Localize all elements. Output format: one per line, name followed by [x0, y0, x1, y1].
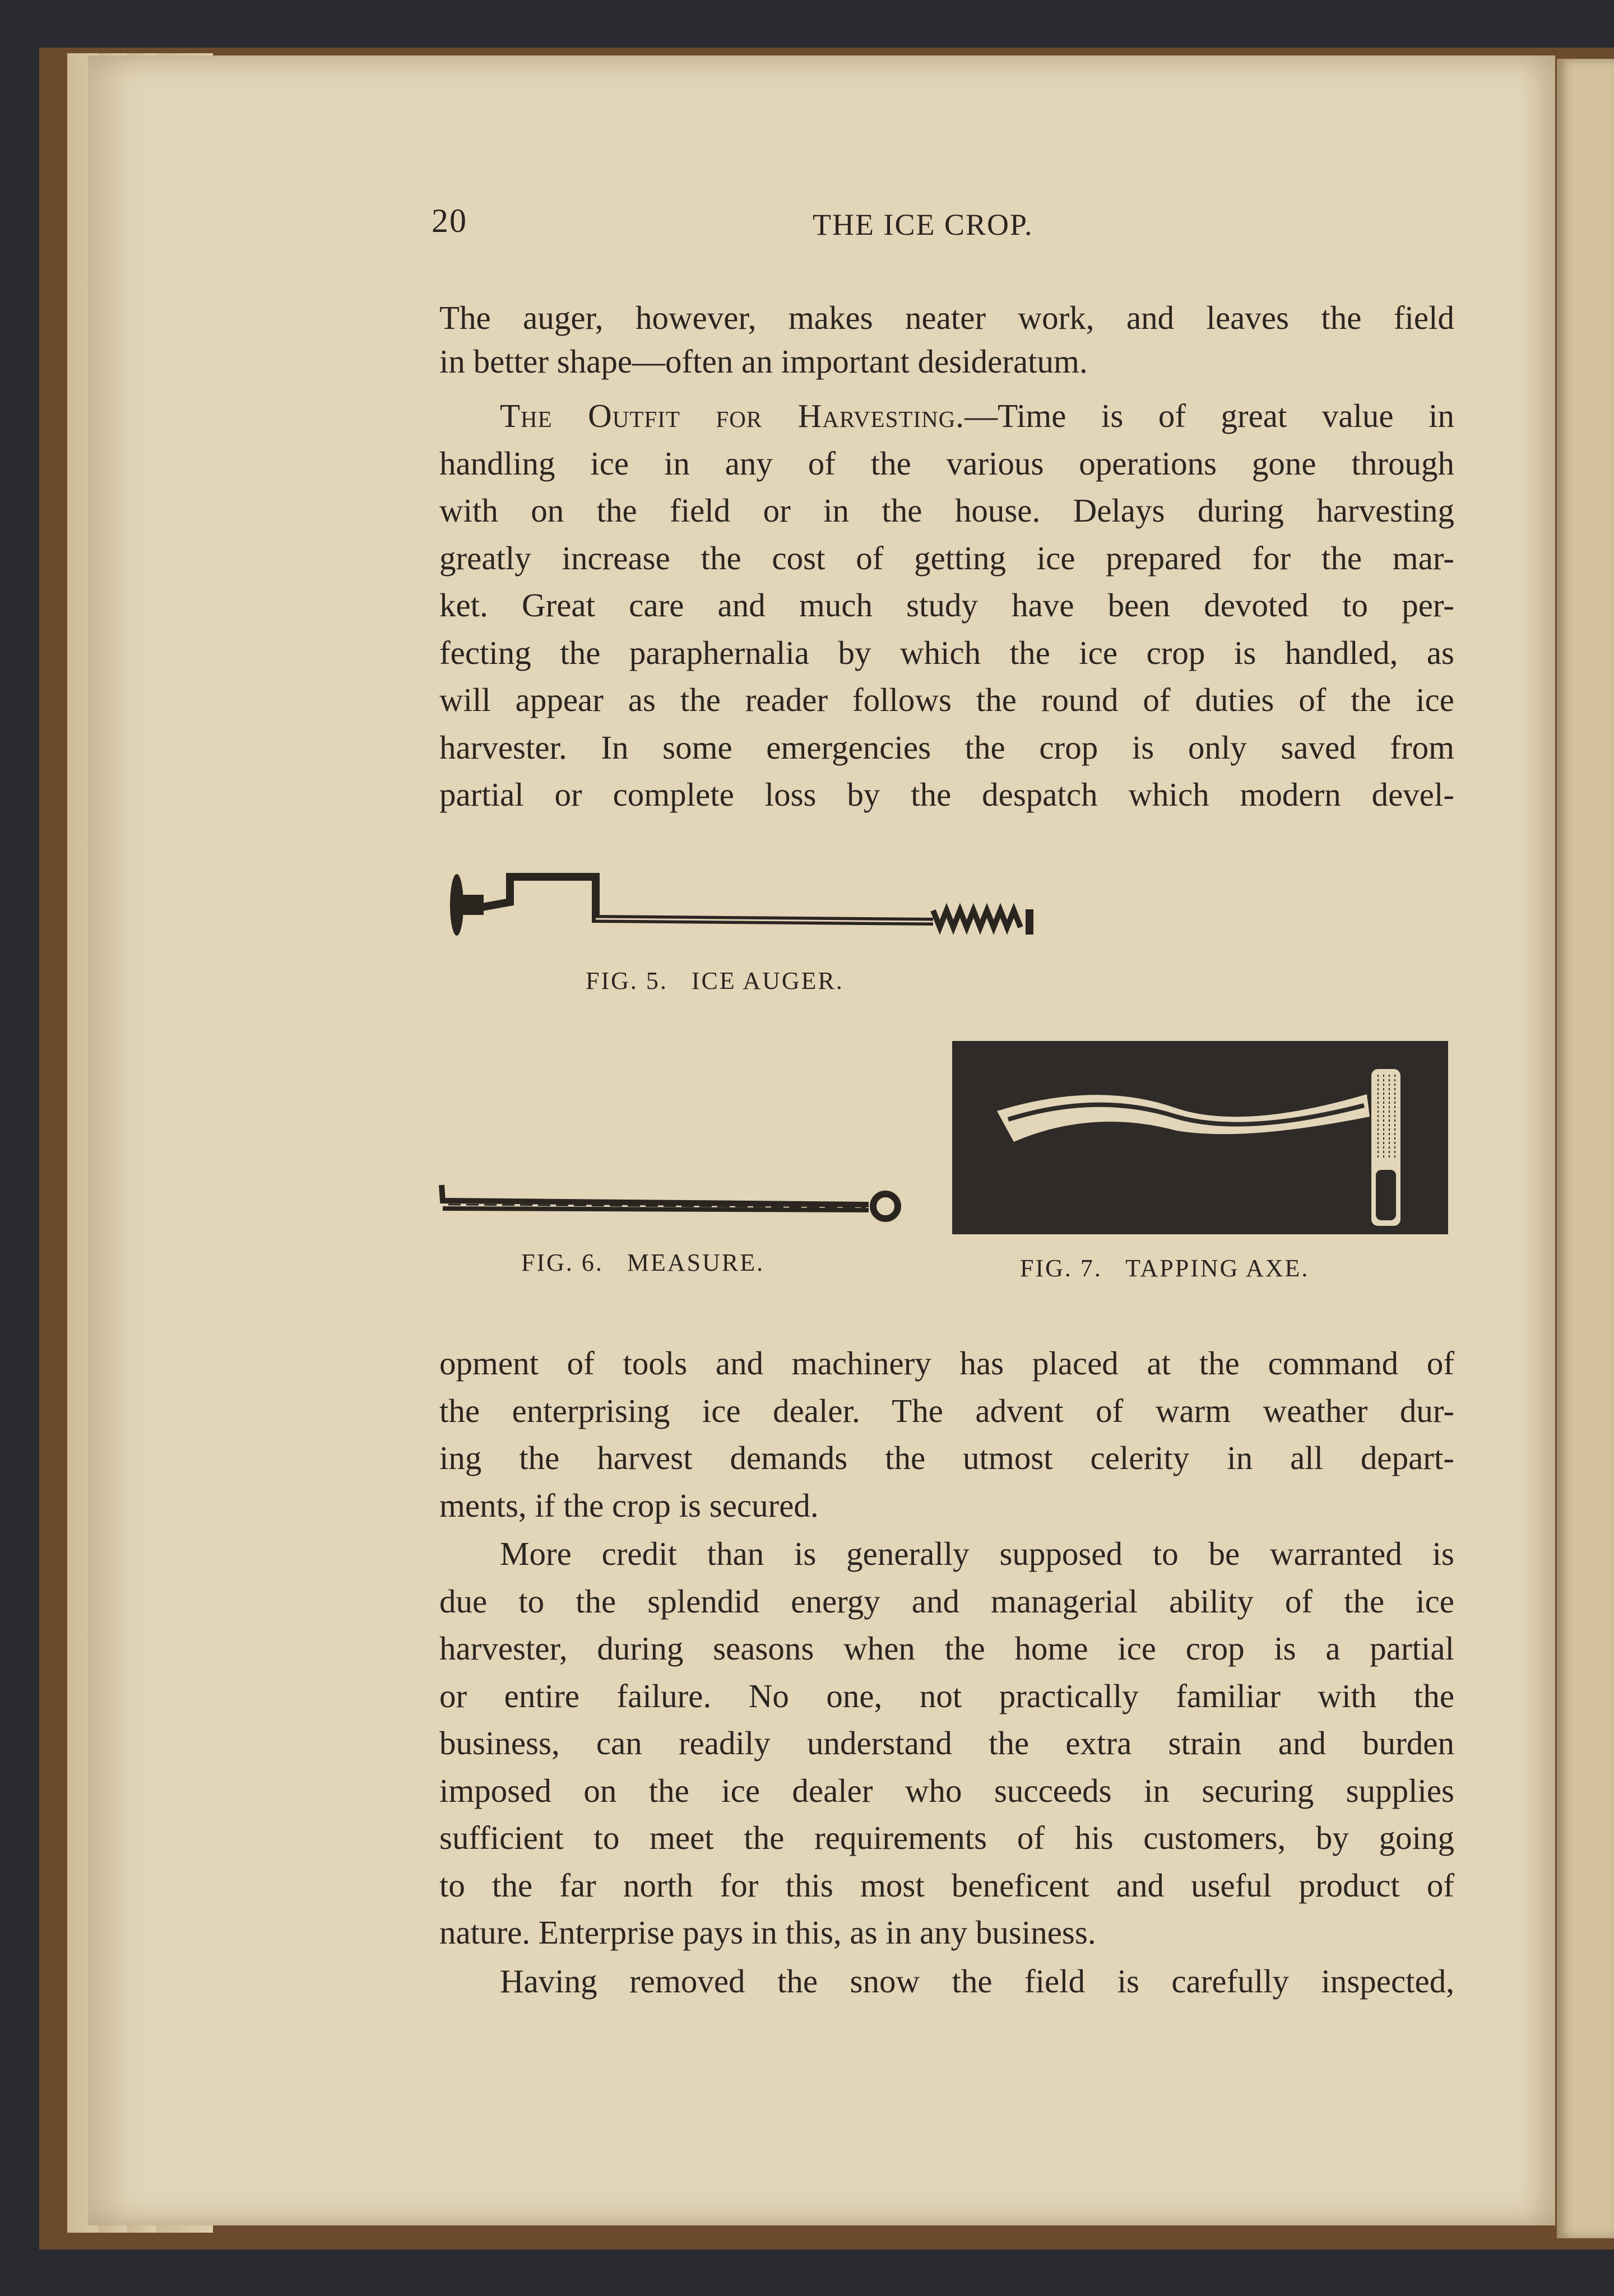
- text-line: sufficient to meet the requirements of his customers, by going: [439, 1819, 1454, 1856]
- page-number: 20: [432, 202, 467, 239]
- text-line: to the far north for this most beneficent and useful product of: [439, 1866, 1454, 1904]
- text-line: ket. Great care and much study have been devoted to per-: [439, 587, 1454, 624]
- text-line: partial or complete loss by the despatch which modern devel-: [439, 776, 1454, 813]
- text-line: fecting the paraphernalia by which the ice crop is handled, as: [439, 634, 1454, 671]
- text-line: ing the harvest demands the utmost celerity in all depart-: [439, 1439, 1454, 1476]
- text-line: in better shape—often an important desideratum.: [439, 343, 1088, 380]
- text-line: handling ice in any of the various operations gone through: [439, 444, 1454, 482]
- measure-illustration: [437, 1179, 908, 1230]
- text-line: harvester. In some emergencies the crop is only saved from: [439, 728, 1454, 766]
- ice-auger-illustration: [446, 866, 1068, 944]
- text-line: the enterprising ice dealer. The advent of warm weather dur-: [439, 1392, 1454, 1429]
- text-line: Having removed the snow the field is carefully inspected,: [500, 1962, 1454, 2000]
- text-line: business, can readily understand the extra strain and burden: [439, 1725, 1454, 1761]
- figure-6-caption: FIG. 6. MEASURE.: [521, 1249, 765, 1276]
- figure-7-caption: FIG. 7. TAPPING AXE.: [1020, 1254, 1310, 1282]
- adjacent-page-edge: [1557, 59, 1614, 2238]
- text-line: The auger, however, makes neater work, and leaves the field: [439, 299, 1454, 336]
- text-line: greatly increase the cost of getting ice prepared for the mar-: [439, 539, 1454, 577]
- text-line: ments, if the crop is secured.: [439, 1486, 819, 1524]
- text-span: —Time is of great value in: [964, 397, 1454, 434]
- text-line: More credit than is generally supposed to be warranted is: [500, 1535, 1454, 1572]
- text-line: with on the field or in the house. Delays during harvesting: [439, 492, 1454, 529]
- text-line: nature. Enterprise pays in this, as in any business.: [439, 1914, 1096, 1951]
- text-line: will appear as the reader follows the round of duties of the ice: [439, 681, 1454, 718]
- text-line: [500, 396, 1454, 435]
- text-line: imposed on the ice dealer who succeeds in securing supplies: [439, 1772, 1454, 1809]
- figure-5-caption: FIG. 5. ICE AUGER.: [586, 967, 844, 994]
- text-line: due to the splendid energy and managerial ability of the ice: [439, 1582, 1454, 1620]
- running-title: THE ICE CROP.: [813, 208, 1033, 241]
- tapping-axe-illustration: [952, 1041, 1448, 1234]
- text-line: harvester, during seasons when the home ice crop is a partial: [439, 1630, 1454, 1667]
- text-line: or entire failure. No one, not practically familiar with the: [439, 1677, 1454, 1714]
- text-line: opment of tools and machinery has placed at the command of: [439, 1345, 1454, 1382]
- section-heading: The Outfit for Harvesting.: [500, 397, 965, 434]
